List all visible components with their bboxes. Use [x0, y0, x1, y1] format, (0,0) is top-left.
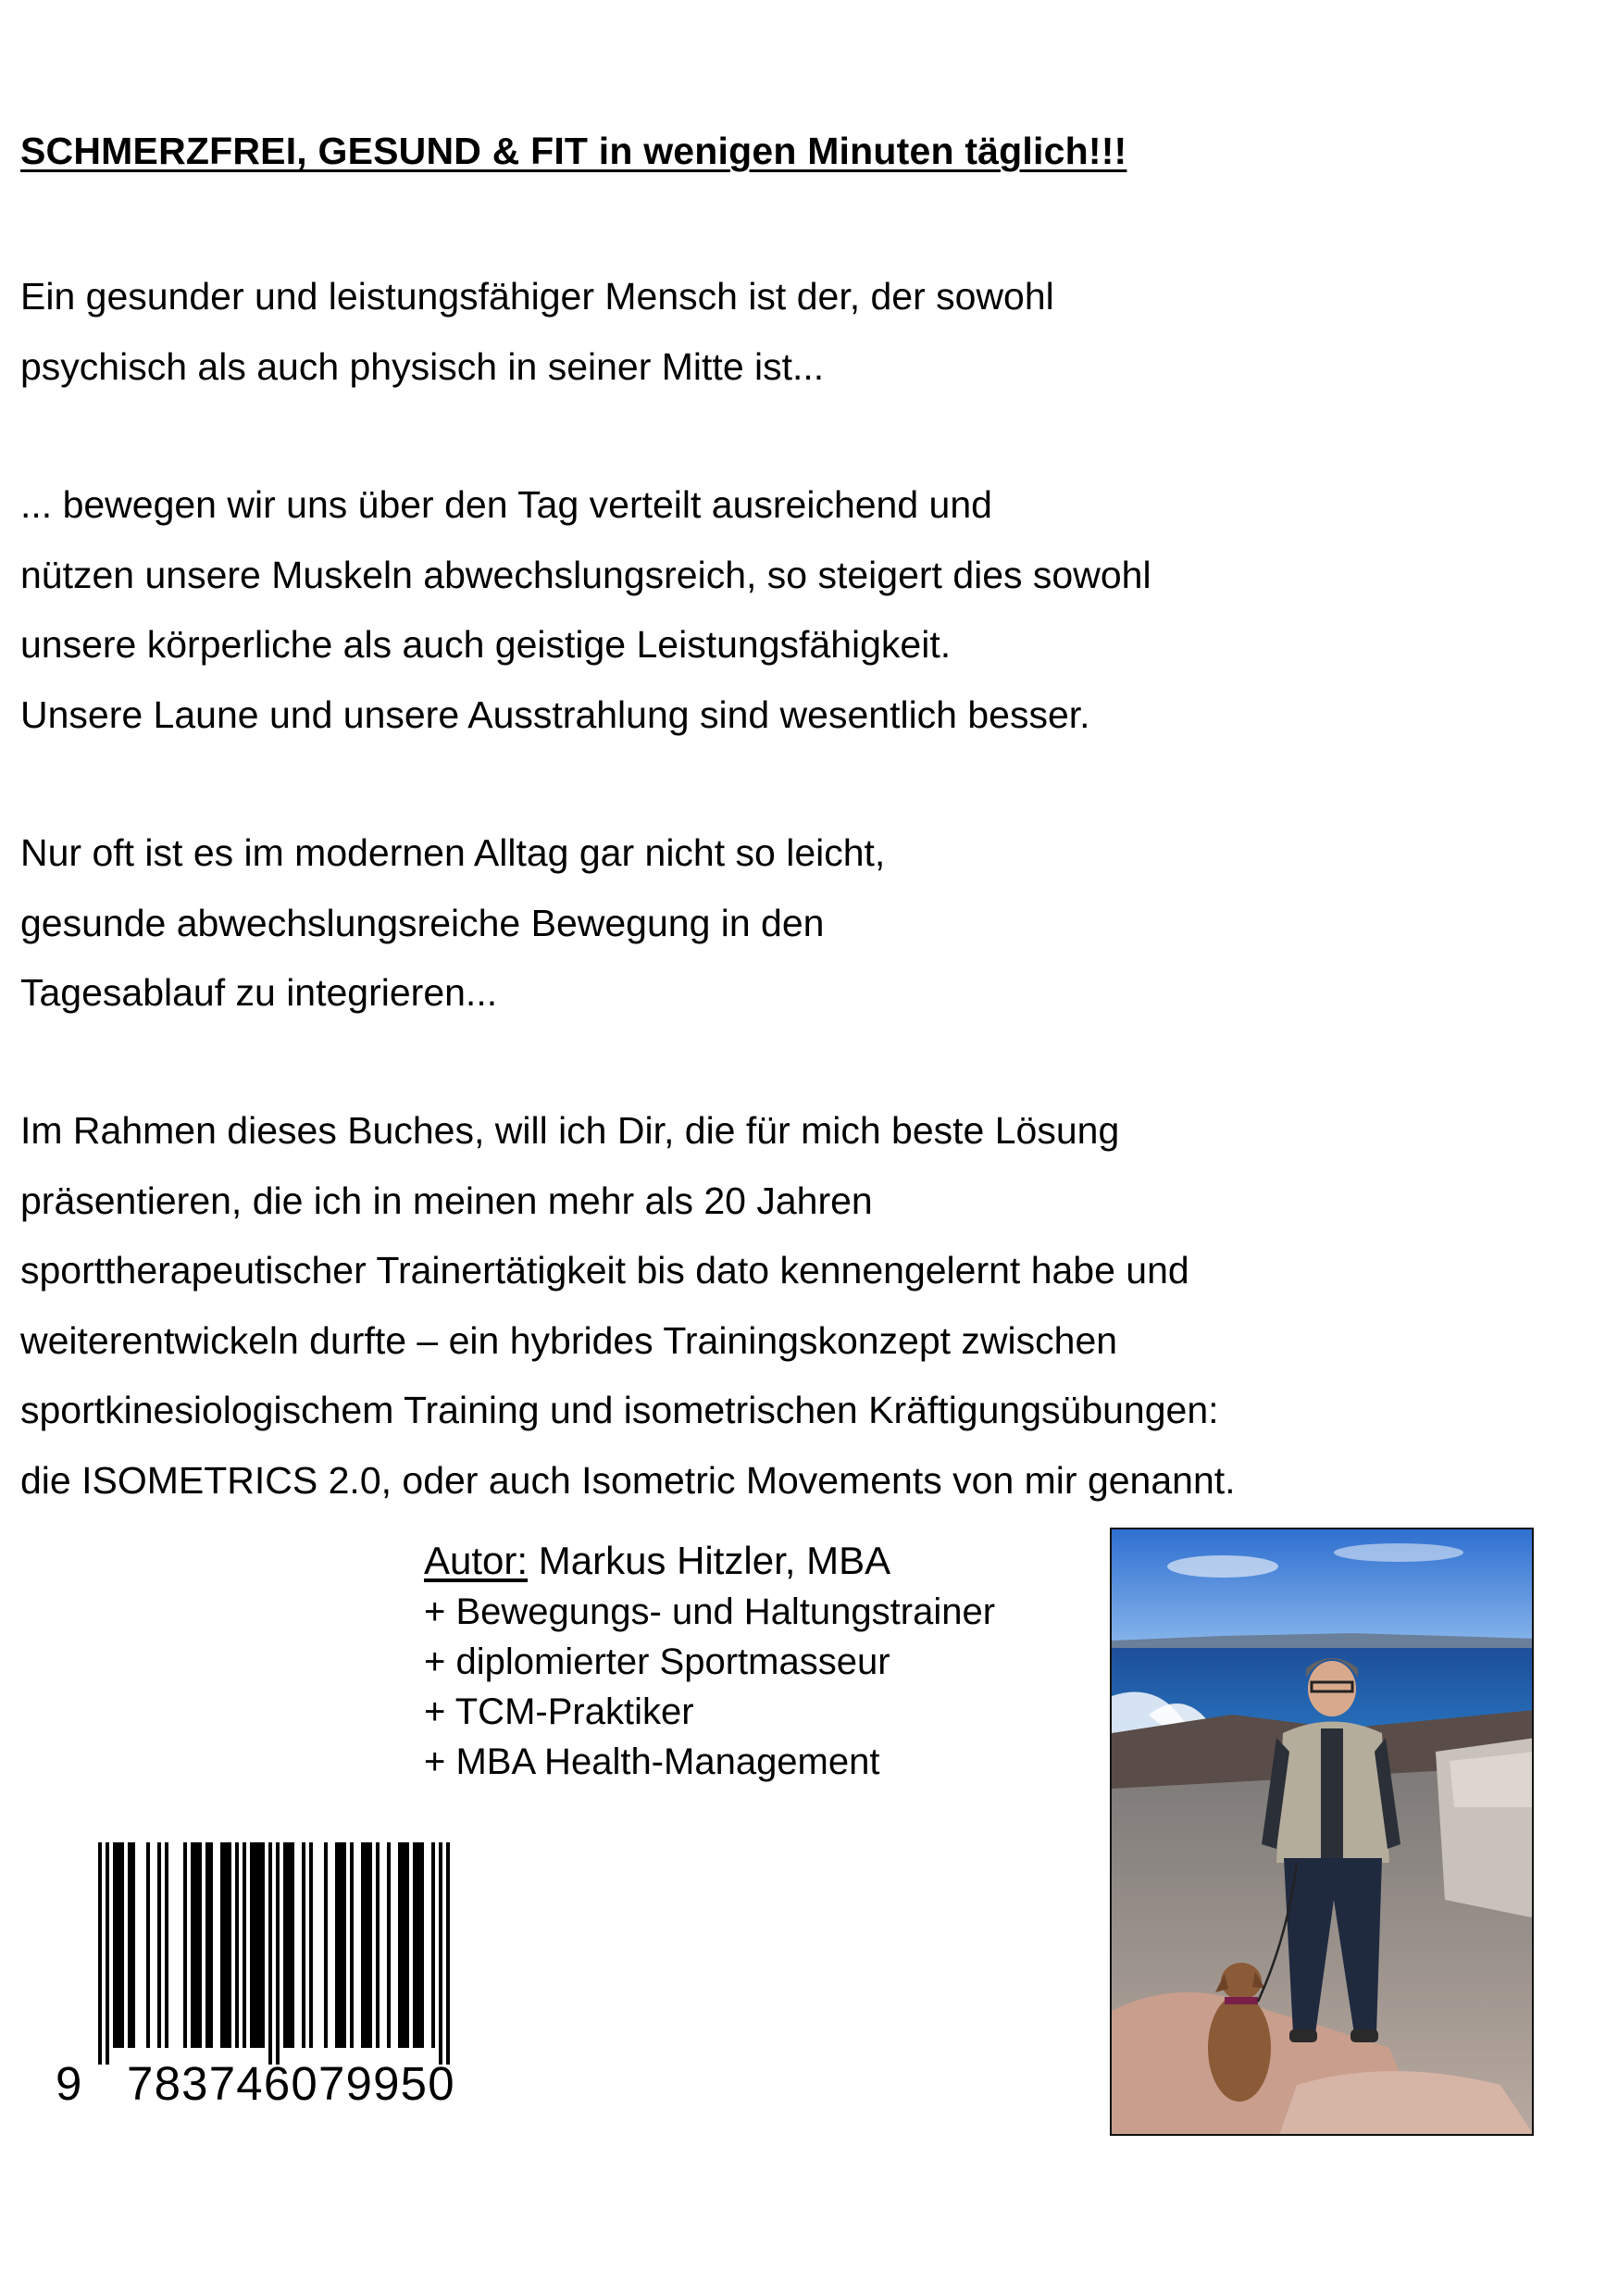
barcode-bar — [106, 1842, 109, 2065]
barcode-bar — [405, 1842, 409, 2048]
barcode-bar — [220, 1842, 224, 2048]
credential-item: + TCM-Praktiker — [424, 1691, 694, 1732]
text-line: sporttherapeutischer Trainertätigkeit bis dato kennengelernt habe und — [20, 1249, 1189, 1292]
barcode-bar — [335, 1842, 339, 2048]
barcode-bar — [387, 1842, 391, 2048]
author-photo-illustration — [1112, 1529, 1534, 2136]
author-name: Markus Hitzler, MBA — [528, 1539, 891, 1582]
text-line: weiterentwickeln durfte – ein hybrides Trainingskonzept zwischen — [20, 1318, 1118, 1362]
barcode-bar — [339, 1842, 342, 2048]
barcode-bar — [257, 1842, 261, 2048]
barcode-bar — [398, 1842, 402, 2048]
barcode-bar — [365, 1842, 368, 2048]
barcode-bar — [283, 1842, 287, 2048]
text-line: die ISOMETRICS 2.0, oder auch Isometric Movements von mir genannt. — [20, 1458, 1236, 1502]
credential-item: + MBA Health-Management — [424, 1741, 880, 1782]
barcode-bar — [276, 1842, 280, 2065]
barcode-bar — [402, 1842, 405, 2048]
barcode-bar — [268, 1842, 272, 2065]
barcode-bar — [439, 1842, 442, 2065]
barcode-bar — [191, 1842, 194, 2048]
barcode-bar — [302, 1842, 305, 2048]
text-line: sportkinesiologischem Training und isometrischen Kräftigungsübungen: — [20, 1389, 1219, 1431]
book-title: SCHMERZFREI, GESUND & FIT in wenigen Minuten täglich!!! — [20, 130, 1127, 172]
text-line: ... bewegen wir uns über den Tag verteilt ausreichend und — [20, 483, 992, 526]
barcode-bar — [291, 1842, 294, 2048]
barcode-bar — [368, 1842, 372, 2048]
barcode-bar — [235, 1842, 239, 2048]
text-line: nützen unsere Muskeln abwechslungsreich, so steigert dies sowohl — [20, 553, 1151, 596]
barcode-bar — [309, 1842, 313, 2048]
credential-item: + Bewegungs- und Haltungstrainer — [424, 1591, 996, 1632]
paragraph-everyday — [20, 818, 885, 1029]
barcode-bars — [56, 1842, 481, 2065]
text-line: Ein gesunder und leistungsfähiger Mensch ist der, der sowohl — [20, 275, 1054, 318]
barcode-bar — [361, 1842, 365, 2048]
author-photo — [1110, 1528, 1534, 2136]
author-block — [424, 1537, 995, 1787]
barcode-first-digit: 9 — [56, 2057, 82, 2110]
barcode-bar — [250, 1842, 254, 2048]
barcode-bar — [420, 1842, 424, 2048]
isbn-barcode — [56, 1842, 481, 2120]
text-line: Im Rahmen dieses Buches, will ich Dir, die für mich beste Lösung — [20, 1109, 1120, 1152]
barcode-bar — [228, 1842, 231, 2048]
barcode-bar — [342, 1842, 346, 2048]
barcode-bar — [113, 1842, 117, 2048]
paragraph-intro — [20, 262, 1054, 402]
paragraph-concept — [20, 1096, 1236, 1516]
text-line: präsentieren, die ich in meinen mehr als 20 Jahren — [20, 1179, 873, 1222]
text-line: unsere körperliche als auch geistige Leistungsfähigkeit. — [20, 623, 952, 666]
barcode-bar — [128, 1842, 131, 2048]
barcode-bar — [417, 1842, 420, 2048]
barcode-bar — [157, 1842, 161, 2048]
text-line: Nur oft ist es im modernen Alltag gar nicht so leicht, — [20, 831, 886, 874]
barcode-bar — [209, 1842, 213, 2048]
barcode-bar — [261, 1842, 265, 2048]
barcode-bar — [350, 1842, 354, 2048]
barcode-bar — [324, 1842, 328, 2048]
barcode-bar — [224, 1842, 228, 2048]
barcode-bar — [287, 1842, 291, 2048]
barcode-bar — [131, 1842, 135, 2048]
barcode-bar — [431, 1842, 435, 2048]
paragraph-movement — [20, 470, 1151, 750]
barcode-bar — [198, 1842, 202, 2048]
text-line: Tagesablauf zu integrieren... — [20, 971, 498, 1014]
text-line: gesunde abwechslungsreiche Bewegung in den — [20, 901, 825, 944]
credential-item: + diplomierter Sportmasseur — [424, 1641, 890, 1682]
barcode-bar — [194, 1842, 198, 2048]
barcode-bar — [117, 1842, 120, 2048]
text-line: psychisch als auch physisch in seiner Mitte ist... — [20, 344, 825, 388]
text-line: Unsere Laune und unsere Ausstrahlung sind wesentlich besser. — [20, 693, 1090, 736]
author-label: Autor: — [424, 1539, 529, 1582]
barcode-bar — [98, 1842, 102, 2065]
barcode-bar — [205, 1842, 209, 2048]
barcode-bar — [120, 1842, 124, 2048]
barcode-bar — [243, 1842, 246, 2048]
barcode-bar — [183, 1842, 187, 2048]
author-credentials — [424, 1587, 995, 1787]
barcode-bar — [146, 1842, 150, 2048]
barcode-bar — [413, 1842, 417, 2048]
barcode-digits: 783746079950 — [127, 2057, 455, 2110]
barcode-bar — [446, 1842, 450, 2065]
barcode-bar — [165, 1842, 168, 2048]
author-heading — [424, 1537, 995, 1585]
barcode-bar — [254, 1842, 257, 2048]
barcode-bar — [376, 1842, 380, 2048]
